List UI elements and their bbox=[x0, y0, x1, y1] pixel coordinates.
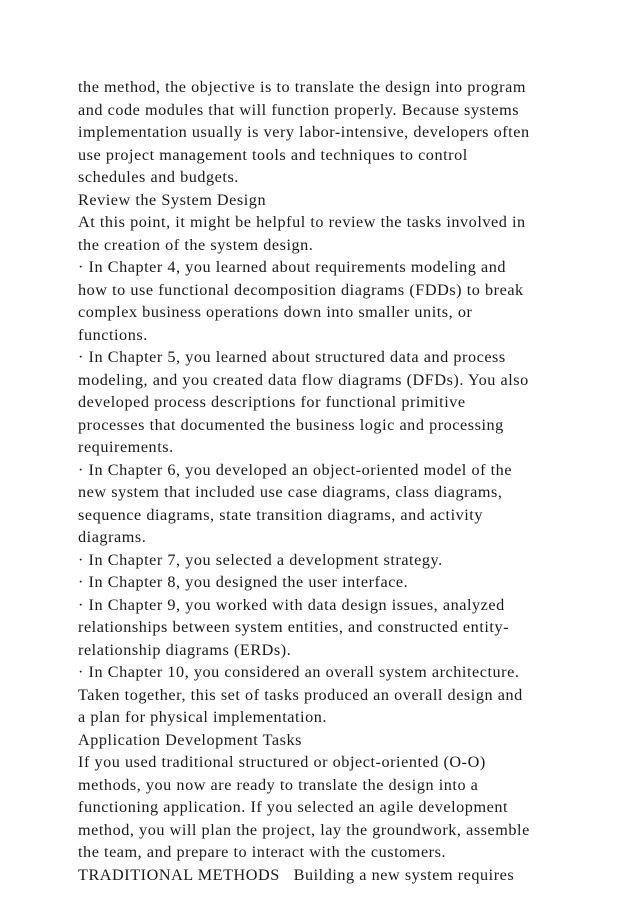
text-line: relationships between system entities, and constructed entity- bbox=[78, 618, 510, 636]
text-line: · In Chapter 4, you learned about requirements modeling and bbox=[78, 258, 507, 276]
text-line: · In Chapter 10, you considered an overall system architecture. bbox=[78, 663, 520, 681]
text-line: a plan for physical implementation. bbox=[78, 708, 327, 726]
text-line: implementation usually is very labor-intensive, developers often bbox=[78, 123, 530, 141]
text-line: functioning application. If you selected an agile development bbox=[78, 798, 509, 816]
text-line: relationship diagrams (ERDs). bbox=[78, 640, 292, 659]
text-line: Taken together, this set of tasks produced an overall design and bbox=[78, 685, 523, 704]
text-line: · In Chapter 7, you selected a development strategy. bbox=[78, 550, 443, 569]
text-line: Application Development Tasks bbox=[78, 730, 303, 749]
text-line: · In Chapter 5, you learned about structured data and process bbox=[78, 348, 506, 366]
text-line: modeling, and you created data flow diagrams (DFDs). You also bbox=[78, 370, 529, 389]
text-line: · In Chapter 8, you designed the user interface. bbox=[78, 573, 409, 591]
text-line: · In Chapter 6, you developed an object-oriented model of the bbox=[78, 460, 513, 479]
text-line: new system that included use case diagrams, class diagrams, bbox=[78, 483, 503, 501]
text-line: developed process descriptions for functional primitive bbox=[78, 393, 466, 411]
text-line: schedules and budgets. bbox=[78, 168, 239, 186]
text-line: and code modules that will function properly. Because systems bbox=[78, 100, 520, 119]
document-body-text bbox=[78, 76, 618, 886]
text-line: Review the System Design bbox=[78, 190, 267, 209]
text-line: method, you will plan the project, lay the groundwork, assemble bbox=[78, 820, 530, 839]
text-line: At this point, it might be helpful to review the tasks involved in bbox=[78, 213, 526, 231]
text-line: use project management tools and techniques to control bbox=[78, 145, 468, 164]
text-line: functions. bbox=[78, 325, 148, 344]
text-line: the method, the objective is to translate the design into program bbox=[78, 78, 526, 96]
text-line: requirements. bbox=[78, 438, 174, 456]
text-line: diagrams. bbox=[78, 528, 147, 546]
text-line: sequence diagrams, state transition diagrams, and activity bbox=[78, 505, 483, 524]
text-line: the team, and prepare to interact with the customers. bbox=[78, 843, 447, 861]
text-line: processes that documented the business logic and processing bbox=[78, 415, 504, 434]
text-line: If you used traditional structured or object-oriented (O-O) bbox=[78, 753, 486, 771]
text-line: TRADITIONAL METHODS Building a new system requires bbox=[78, 865, 515, 884]
text-line: complex business operations down into smaller units, or bbox=[78, 303, 473, 321]
text-line: the creation of the system design. bbox=[78, 235, 314, 254]
text-line: · In Chapter 9, you worked with data design issues, analyzed bbox=[78, 595, 505, 614]
text-line: how to use functional decomposition diagrams (FDDs) to break bbox=[78, 280, 524, 299]
text-line: methods, you now are ready to translate the design into a bbox=[78, 775, 479, 794]
